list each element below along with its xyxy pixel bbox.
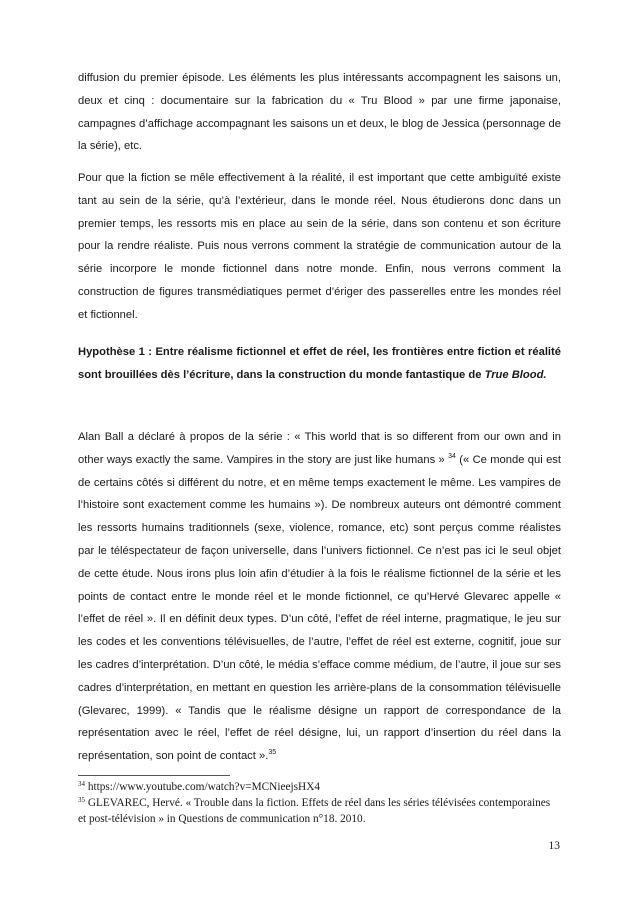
footnote-number: 34 [78,780,85,788]
paragraph-intro-continuation: diffusion du premier épisode. Les éléments les plus intéressants accompagnent les saisons un, deux et cinq : documentaire sur la fabrication du « Tru Blood » par une firme japonaise, campagnes d’affichage accompagnant les saisons un et deux, le blog de Jessica (personnage de la série), etc. [78,72,561,153]
paragraph-alan-ball-part2: (« Ce monde qui est de certains côtés si différent du notre, et en même temps exactement le même. Les vampires de l’histoire sont exactement comme les humains »). De nombreux auteurs ont démontré comment les ressorts humains traditionnels (sexe, violence, romance, etc) sont perçus comme réalistes par le téléspectateur de façon universelle, dans l’univers fictionnel. Ce n’est pas ici le seul objet de cette étude. Nous irons plus loin afin d’étudier à la fois le réalisme fictionnel de la série et les points de contact entre le monde réel et le monde fictionnel, ce qu’Hervé Glevarec appelle « l’effet de réel ». Il en définit deux types. D’un côté, l’effet de réel interne, pragmatique, le jeu sur les codes et les conventions télévisuelles, de l’autre, l’effet de réel est externe, cognitif, joue sur les cadres d’interprétation. D’un côté, le média s’efface comme médium, de l’autre, il joue sur ses cadres d’interprétation, en mettant en question les arrière-plans de la consommation télévisuelle (Glevarec, 1999). « Tandis que le réalisme désigne un rapport de correspondance de la représentation avec le réel, l’effet de réel désigne, lui, un rapport d’insertion du réel dans la représentation, son point de contact ». [78,453,562,763]
hypothesis-title-italic: True Blood. [484,368,547,381]
footnote-34 [78,780,561,796]
footnote-ref-35[interactable]: 35 [268,749,277,757]
footnote-ref-34[interactable]: 34 [448,452,456,460]
footnote-number: 35 [78,795,85,804]
footnote-link-text[interactable]: https://www.youtube.com/watch?v=MCNieejsHX4 [85,781,320,793]
footnote-text: GLEVAREC, Hervé. « Trouble dans la fiction. Effets de réel dans les séries télévisées contemporaines et post-télévision » in Questions de communication n°18. 2010. [78,796,551,825]
page-number: 13 [548,840,560,852]
footnote-separator [78,775,230,776]
hypothesis-heading [78,341,561,387]
hypothesis-text: Hypothèse 1 : Entre réalisme fictionnel et effet de réel, les frontières entre fiction et réalité sont brouillées dès l’écriture, dans la construction du monde fantastique de [78,346,561,381]
paragraph-alan-ball [78,426,561,768]
footnotes [78,780,561,827]
paragraph-alan-ball-part1: Alan Ball a déclaré à propos de la série : « This world that is so different from our own and in other ways exactly the same. Vampires in the story are just like humans » [78,431,561,466]
paragraph-outline: Pour que la fiction se mêle effectivement à la réalité, il est important que cette ambiguïté existe tant au sein de la série, qu’à l’extérieur, dans le monde réel. Nous étudierons donc dans un premier temps, les ressorts mis en place au sein de la série, dans son contenu et son écriture pour la rendre réaliste. Puis nous verrons comment la stratégie de communication autour de la série incorpore le monde fictionnel dans notre monde. Enfin, nous verrons comment la construction de figures transmédiatiques permet d’ériger des passerelles entre les mondes réel et fictionnel. [78,172,561,321]
footnote-35 [78,796,561,828]
